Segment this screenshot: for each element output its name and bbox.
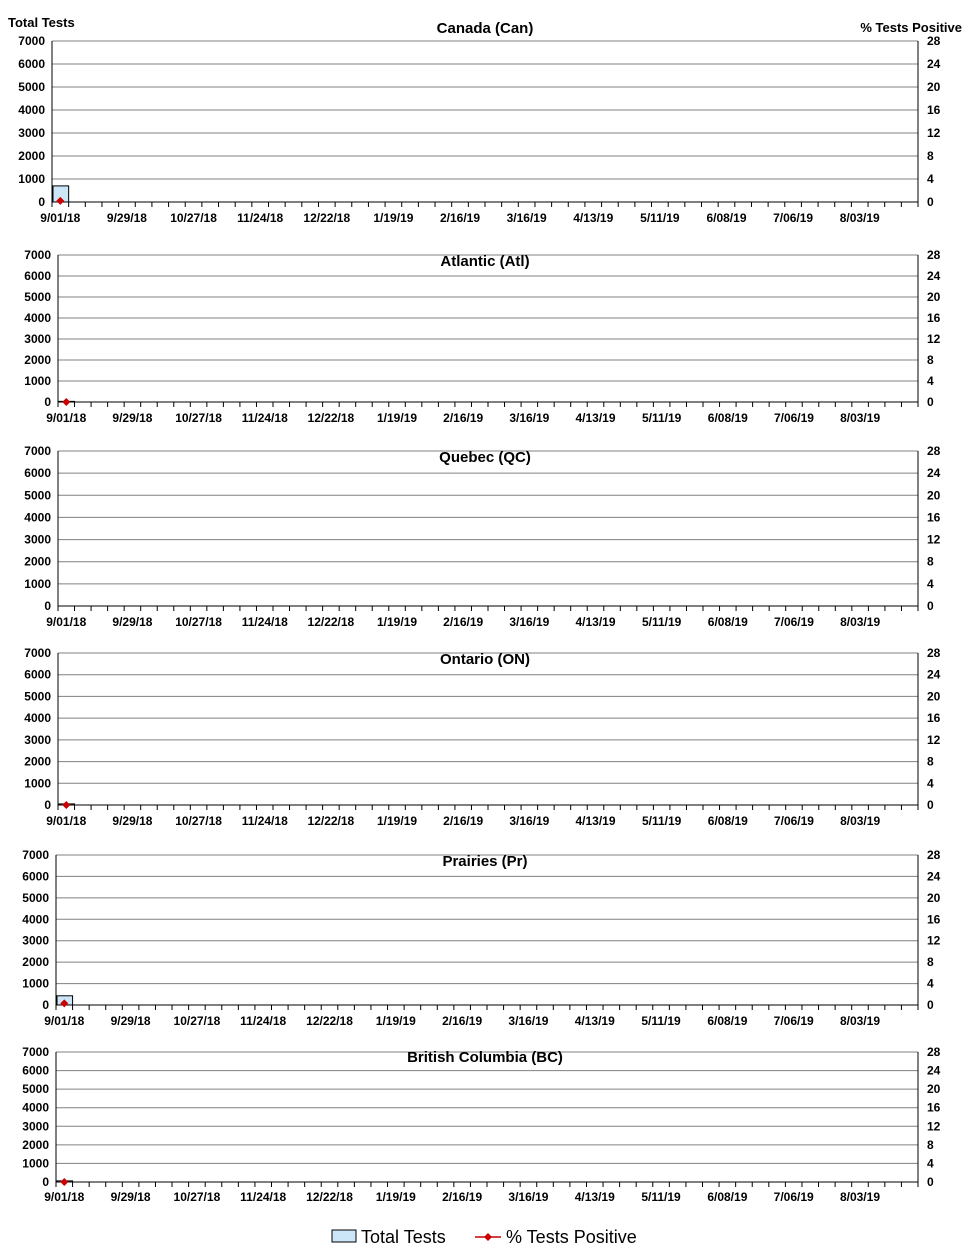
x-tick-label: 8/03/19: [840, 814, 881, 828]
x-tick-label: 6/08/19: [707, 411, 748, 425]
x-tick-label: 12/22/18: [307, 411, 355, 425]
x-tick-label: 11/24/18: [241, 814, 288, 828]
x-tick-label: 8/03/19: [839, 1190, 881, 1204]
x-tick-label: 4/13/19: [575, 411, 616, 425]
x-tick-label: 11/24/18: [241, 615, 288, 629]
x-tick-label: 10/27/18: [170, 211, 217, 225]
y2-tick-label: 8: [927, 754, 934, 769]
marker-pct-positive: [60, 1178, 68, 1186]
y-tick-label: 6000: [18, 57, 45, 71]
x-tick-label: 1/19/19: [375, 1190, 416, 1204]
y2-tick-label: 28: [927, 444, 941, 458]
x-tick-label: 5/11/19: [641, 615, 682, 629]
y-tick-label: 0: [42, 1175, 49, 1189]
x-tick-label: 9/29/18: [112, 615, 153, 629]
y-tick-label: 1000: [24, 576, 51, 591]
chart-title: Canada (Can): [436, 20, 534, 37]
legend-total-tests-label: Total Tests: [361, 1227, 446, 1247]
x-tick-label: 9/01/18: [44, 1014, 85, 1028]
y2-tick-label: 8: [927, 554, 934, 569]
chart-panel: [24, 248, 940, 425]
y2-tick-label: 0: [927, 395, 934, 409]
x-tick-label: 3/16/19: [509, 411, 550, 425]
chart-title: British Columbia (BC): [407, 1049, 563, 1066]
y-tick-label: 0: [44, 798, 51, 812]
y-axis-label: Total Tests: [8, 15, 75, 30]
chart-title: Quebec (QC): [439, 449, 531, 466]
y-tick-label: 7000: [24, 248, 51, 262]
x-tick-label: 6/08/19: [707, 615, 748, 629]
y2-tick-label: 4: [927, 1156, 934, 1171]
y-tick-label: 6000: [24, 269, 51, 283]
marker-pct-positive: [62, 801, 70, 809]
y2-tick-label: 4: [927, 374, 934, 388]
x-tick-label: 6/08/19: [706, 211, 747, 225]
x-tick-label: 9/29/18: [110, 1014, 151, 1028]
y2-tick-label: 4: [927, 172, 934, 186]
y-tick-label: 4000: [22, 912, 49, 927]
x-tick-label: 6/08/19: [707, 1190, 748, 1204]
y-tick-label: 0: [42, 998, 49, 1012]
legend-positive-marker: [484, 1233, 492, 1241]
y-tick-label: 2000: [18, 149, 45, 163]
y2-tick-label: 16: [927, 912, 941, 927]
y-tick-label: 4000: [24, 311, 51, 325]
y-tick-label: 5000: [24, 290, 51, 304]
y2-tick-label: 4: [927, 776, 934, 791]
chart-title: Ontario (ON): [440, 651, 530, 668]
y2-tick-label: 28: [927, 34, 941, 48]
y-tick-label: 5000: [18, 80, 45, 94]
x-tick-label: 9/29/18: [112, 814, 153, 828]
y2-tick-label: 0: [927, 195, 934, 209]
y2-tick-label: 12: [927, 933, 941, 948]
y-tick-label: 5000: [24, 689, 51, 704]
x-tick-label: 11/24/18: [240, 1014, 287, 1028]
y2-tick-label: 16: [927, 1100, 941, 1115]
x-tick-label: 7/06/19: [773, 411, 814, 425]
x-tick-label: 3/16/19: [506, 211, 547, 225]
y2-tick-label: 16: [927, 510, 941, 525]
x-tick-label: 5/11/19: [640, 211, 680, 225]
y2-tick-label: 12: [927, 732, 941, 747]
x-tick-label: 12/22/18: [307, 814, 355, 828]
chart-panel: [22, 1045, 940, 1204]
x-tick-label: 9/01/18: [46, 411, 87, 425]
y2-tick-label: 12: [927, 332, 941, 346]
x-tick-label: 12/22/18: [306, 1014, 353, 1028]
legend: [332, 1227, 637, 1247]
y2-tick-label: 24: [927, 269, 941, 283]
y-tick-label: 3000: [24, 532, 51, 547]
x-tick-label: 6/08/19: [707, 814, 748, 828]
x-tick-label: 5/11/19: [641, 1190, 681, 1204]
x-tick-label: 2/16/19: [439, 211, 481, 225]
x-tick-label: 9/01/18: [40, 211, 81, 225]
legend-total-tests-swatch: [332, 1230, 356, 1242]
y-tick-label: 4000: [24, 711, 51, 726]
y2-tick-label: 28: [927, 646, 941, 660]
y-tick-label: 6000: [22, 869, 49, 884]
x-tick-label: 1/19/19: [377, 411, 418, 425]
x-tick-label: 11/24/18: [237, 211, 284, 225]
x-tick-label: 2/16/19: [443, 814, 484, 828]
chart-panel: [22, 848, 940, 1028]
x-tick-label: 7/06/19: [773, 814, 814, 828]
x-tick-label: 7/06/19: [773, 211, 814, 225]
x-tick-label: 10/27/18: [173, 1190, 221, 1204]
y2-tick-label: 12: [927, 126, 941, 140]
y2-tick-label: 12: [927, 1119, 941, 1134]
chart-title: Atlantic (Atl): [440, 253, 530, 270]
y2-tick-label: 20: [927, 890, 941, 905]
x-tick-label: 12/22/18: [303, 211, 351, 225]
x-tick-label: 10/27/18: [175, 814, 222, 828]
chart-panel: [24, 444, 940, 629]
y2-tick-label: 4: [927, 976, 934, 991]
x-tick-label: 1/19/19: [377, 615, 418, 629]
y2-tick-label: 16: [927, 311, 941, 325]
x-tick-label: 7/06/19: [773, 1190, 814, 1204]
y-tick-label: 4000: [22, 1100, 49, 1115]
x-tick-label: 7/06/19: [773, 615, 814, 629]
x-tick-label: 7/06/19: [773, 1014, 814, 1028]
y-tick-label: 2000: [24, 754, 51, 769]
chart-title: Prairies (Pr): [442, 853, 528, 870]
y-tick-label: 2000: [22, 1137, 49, 1152]
y-tick-label: 0: [44, 599, 51, 613]
x-tick-label: 5/11/19: [641, 411, 682, 425]
x-tick-label: 8/03/19: [839, 211, 880, 225]
y2-tick-label: 4: [927, 576, 934, 591]
y-tick-label: 5000: [24, 488, 51, 503]
x-tick-label: 9/01/18: [46, 814, 87, 828]
y-tick-label: 4000: [24, 510, 51, 525]
chart-panel: [24, 646, 940, 828]
y-tick-label: 0: [38, 195, 45, 209]
y2-tick-label: 12: [927, 532, 941, 547]
y2-tick-label: 24: [927, 57, 941, 71]
y2-tick-label: 20: [927, 80, 941, 94]
y-tick-label: 6000: [24, 667, 51, 682]
y-tick-label: 7000: [22, 848, 49, 862]
y-tick-label: 7000: [22, 1045, 49, 1059]
y2-axis-label: % Tests Positive: [860, 20, 962, 35]
x-tick-label: 3/16/19: [508, 1014, 549, 1028]
y2-tick-label: 8: [927, 1137, 934, 1152]
marker-pct-positive: [62, 398, 70, 406]
y-tick-label: 3000: [24, 732, 51, 747]
y-tick-label: 2000: [24, 353, 51, 367]
y2-tick-label: 8: [927, 149, 934, 163]
y2-tick-label: 20: [927, 689, 941, 704]
y-tick-label: 1000: [24, 374, 51, 388]
y2-tick-label: 28: [927, 848, 941, 862]
x-tick-label: 11/24/18: [240, 1190, 287, 1204]
y-tick-label: 2000: [22, 955, 49, 970]
y-tick-label: 5000: [22, 890, 49, 905]
x-tick-label: 1/19/19: [377, 814, 418, 828]
x-tick-label: 4/13/19: [574, 1014, 615, 1028]
x-tick-label: 3/16/19: [509, 814, 550, 828]
y2-tick-label: 20: [927, 290, 941, 304]
y2-tick-label: 24: [927, 1063, 941, 1078]
y-tick-label: 6000: [24, 466, 51, 481]
x-tick-label: 10/27/18: [175, 615, 222, 629]
x-tick-label: 8/03/19: [840, 411, 881, 425]
y-tick-label: 3000: [22, 933, 49, 948]
x-tick-label: 1/19/19: [373, 211, 414, 225]
y-tick-label: 4000: [18, 103, 45, 117]
x-tick-label: 10/27/18: [173, 1014, 221, 1028]
y2-tick-label: 24: [927, 869, 941, 884]
x-tick-label: 12/22/18: [307, 615, 355, 629]
x-tick-label: 5/11/19: [641, 1014, 681, 1028]
x-tick-label: 4/13/19: [575, 814, 616, 828]
x-tick-label: 3/16/19: [509, 615, 550, 629]
x-tick-label: 4/13/19: [574, 1190, 615, 1204]
x-tick-label: 9/29/18: [106, 211, 147, 225]
x-tick-label: 6/08/19: [707, 1014, 748, 1028]
y2-tick-label: 0: [927, 1175, 934, 1189]
y-tick-label: 3000: [22, 1119, 49, 1134]
y2-tick-label: 28: [927, 1045, 941, 1059]
y-tick-label: 0: [44, 395, 51, 409]
y2-tick-label: 20: [927, 488, 941, 503]
y-tick-label: 1000: [22, 976, 49, 991]
y-tick-label: 7000: [24, 646, 51, 660]
y2-tick-label: 16: [927, 103, 941, 117]
x-tick-label: 4/13/19: [573, 211, 614, 225]
y-tick-label: 5000: [22, 1082, 49, 1097]
y-tick-label: 3000: [24, 332, 51, 346]
y2-tick-label: 8: [927, 353, 934, 367]
y-tick-label: 1000: [22, 1156, 49, 1171]
x-tick-label: 9/01/18: [44, 1190, 85, 1204]
legend-positive-label: % Tests Positive: [506, 1227, 637, 1247]
chart-panel: [8, 15, 962, 225]
y-tick-label: 7000: [24, 444, 51, 458]
x-tick-label: 2/16/19: [443, 615, 484, 629]
x-tick-label: 2/16/19: [442, 1014, 483, 1028]
y2-tick-label: 0: [927, 599, 934, 613]
x-tick-label: 10/27/18: [175, 411, 222, 425]
y2-tick-label: 0: [927, 998, 934, 1012]
y2-tick-label: 0: [927, 798, 934, 812]
x-tick-label: 1/19/19: [375, 1014, 416, 1028]
y-tick-label: 1000: [24, 776, 51, 791]
x-tick-label: 2/16/19: [443, 411, 484, 425]
y2-tick-label: 20: [927, 1082, 941, 1097]
x-tick-label: 11/24/18: [241, 411, 288, 425]
x-tick-label: 3/16/19: [508, 1190, 549, 1204]
y2-tick-label: 16: [927, 711, 941, 726]
x-tick-label: 4/13/19: [575, 615, 616, 629]
y-tick-label: 1000: [18, 172, 45, 186]
y-tick-label: 3000: [18, 126, 45, 140]
y-tick-label: 6000: [22, 1063, 49, 1078]
y2-tick-label: 24: [927, 466, 941, 481]
x-tick-label: 9/29/18: [112, 411, 153, 425]
y2-tick-label: 24: [927, 667, 941, 682]
x-tick-label: 12/22/18: [306, 1190, 353, 1204]
y-tick-label: 7000: [18, 34, 45, 48]
x-tick-label: 9/29/18: [110, 1190, 151, 1204]
y2-tick-label: 28: [927, 248, 941, 262]
x-tick-label: 2/16/19: [442, 1190, 483, 1204]
y2-tick-label: 8: [927, 955, 934, 970]
x-tick-label: 8/03/19: [840, 615, 881, 629]
x-tick-label: 5/11/19: [641, 814, 682, 828]
x-tick-label: 9/01/18: [46, 615, 87, 629]
x-tick-label: 8/03/19: [839, 1014, 881, 1028]
y-tick-label: 2000: [24, 554, 51, 569]
